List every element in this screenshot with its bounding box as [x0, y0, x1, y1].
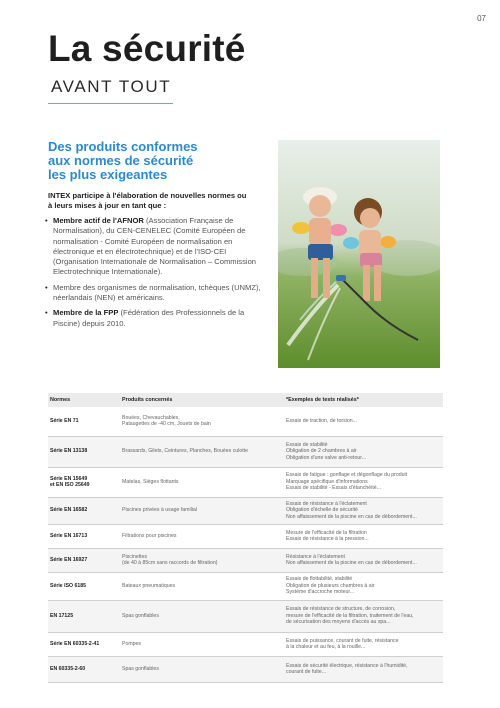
- list-item-text: (Association Française de Normalisation), du CEN-CENELEC (Comité Européen de normalisation - Comité Européen de normalisation en électronique et en électrotechnique) et de l'ISO-CEI (Organisation Internationale de Normalisation – Commission Electrotechnique Internationale).: [53, 216, 257, 277]
- cell-produits: Matelas, Sièges flottants: [120, 467, 284, 497]
- cell-tests: Mesure de l'efficacité de la filtration Essais de résistance à la pression...: [284, 524, 443, 548]
- cell-produits: Bateaux pneumatiques: [120, 572, 284, 600]
- photo-illustration: [278, 140, 440, 368]
- column-header-normes: Normes: [48, 393, 120, 407]
- cell-tests: Essais de traction, de torsion...: [284, 407, 443, 436]
- list-item-text: Membre des organismes de normalisation, tchèques (UNMZ), néerlandais (NEN) et américains.: [53, 282, 261, 303]
- photo-children-garden: [278, 140, 440, 368]
- cell-produits: Pompes: [120, 632, 284, 656]
- cell-produits: Filtrations pour piscines: [120, 524, 284, 548]
- standards-table: [48, 393, 443, 683]
- section-heading-line: aux normes de sécurité: [48, 153, 194, 168]
- cell-tests: Essais de sécurité électrique, résistance à l'humidité, courant de fuite...: [284, 656, 443, 682]
- bullet-icon: •: [45, 308, 48, 318]
- title-divider: [48, 103, 173, 104]
- list-item: [45, 283, 270, 304]
- bullet-icon: •: [45, 282, 48, 292]
- cell-tests: Essais de résistance à l'éclatement Obligation d'échelle de sécurité Non affaissement de la piscine en cas de débordement...: [284, 497, 443, 524]
- cell-produits: Piscinettes (de 40 à 85cm sans raccords de filtration): [120, 548, 284, 572]
- table-row: [48, 407, 443, 436]
- list-item: [45, 216, 270, 278]
- bullet-icon: •: [45, 216, 48, 225]
- section-heading-line: Des produits conformes: [48, 139, 198, 154]
- list-item-text: (Fédération des Professionnels de la Piscine) depuis 2010.: [53, 308, 245, 328]
- cell-produits: Brassards, Gilets, Ceintures, Planches, Bouées culotte: [120, 436, 284, 467]
- cell-norme: Série ISO 6185: [48, 572, 120, 600]
- cell-norme: EN 17125: [48, 600, 120, 632]
- cell-tests: Essais de flottabilité, stabilité Obligation de plusieurs chambres à air Système d'accroche moteur...: [284, 572, 443, 600]
- page-number: 07: [477, 14, 486, 23]
- table-row: [48, 524, 443, 548]
- list-item-strong: Membre actif de l'AFNOR: [53, 216, 144, 225]
- cell-produits: Spas gonflables: [120, 600, 284, 632]
- cell-tests: Résistance à l'éclatement Non affaissement de la piscine en cas de débordement...: [284, 548, 443, 572]
- cell-tests: Essais de stabilité Obligation de 2 chambres à air Obligation d'une valve anti-retour...: [284, 436, 443, 467]
- section-heading: [48, 140, 258, 182]
- membership-list: [45, 216, 270, 334]
- cell-norme: Série EN 16713: [48, 524, 120, 548]
- cell-norme: Série EN 15649 et EN ISO 25649: [48, 467, 120, 497]
- table-header-row: [48, 393, 443, 407]
- cell-norme: Série EN 13138: [48, 436, 120, 467]
- page-subtitle: AVANT TOUT: [51, 77, 172, 96]
- intro-text: INTEX participe à l'élaboration de nouvelles normes ou à leurs mises à jour en tant que :: [48, 191, 247, 210]
- table-row: [48, 497, 443, 524]
- list-item: [45, 308, 270, 329]
- cell-norme: Série EN 16927: [48, 548, 120, 572]
- table-row: [48, 600, 443, 632]
- cell-produits: Spas gonflables: [120, 656, 284, 682]
- column-header-tests: *Exemples de tests réalisés*: [284, 393, 443, 407]
- cell-norme: Série EN 16582: [48, 497, 120, 524]
- table-row: [48, 467, 443, 497]
- cell-tests: Essais de résistance de structure, de corrosion, mesure de l'efficacité de la filtration, traitement de l'eau, de sécurisation des moyens d'accès au spa...: [284, 600, 443, 632]
- cell-tests: Essais de puissance, courant de fuite, résistance à la chaleur et au feu, à la rouille...: [284, 632, 443, 656]
- table-row: [48, 436, 443, 467]
- list-item-strong: Membre de la FPP: [53, 308, 119, 318]
- table-row: [48, 548, 443, 572]
- page-title: La sécurité: [48, 28, 246, 69]
- table-row: [48, 572, 443, 600]
- cell-norme: Série EN 71: [48, 407, 120, 436]
- cell-norme: Série EN 60335-2-41: [48, 632, 120, 656]
- table-row: [48, 632, 443, 656]
- column-header-produits: Produits concernés: [120, 393, 284, 407]
- cell-tests: Essais de fatigue : gonflage et dégonflage du produit Marquage spécifique d'informations Essais de stabilité - Essais d'étanchéité...: [284, 467, 443, 497]
- cell-produits: Bouées, Chevauchables, Pataugettes de -40 cm, Jouets de bain: [120, 407, 284, 436]
- section-heading-line: les plus exigeantes: [48, 167, 168, 182]
- table-row: [48, 656, 443, 682]
- cell-produits: Piscines privées à usage familial: [120, 497, 284, 524]
- cell-norme: EN 60335-2-60: [48, 656, 120, 682]
